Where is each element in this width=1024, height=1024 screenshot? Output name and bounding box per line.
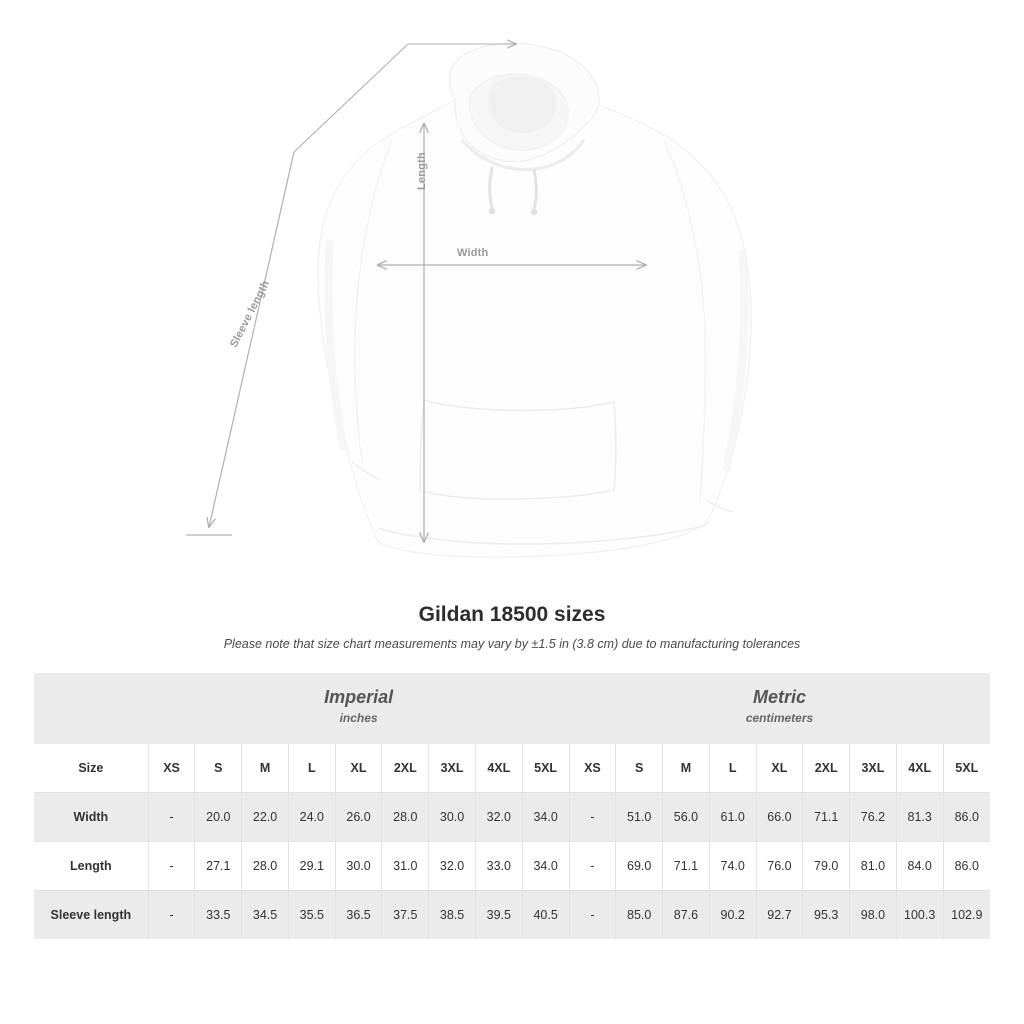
cell-length-metric-s: 69.0 bbox=[616, 841, 663, 890]
page-title: Gildan 18500 sizes bbox=[418, 603, 606, 626]
unit-sub-metric: centimeters bbox=[745, 710, 814, 725]
size-col-imperial-4xl: 4XL bbox=[475, 744, 522, 793]
size-header-cell: Size bbox=[34, 744, 148, 793]
cell-width-metric-2xl: 71.1 bbox=[803, 792, 850, 841]
size-col-metric-5xl: 5XL bbox=[943, 744, 990, 793]
cell-width-metric-m: 56.0 bbox=[663, 792, 710, 841]
size-col-imperial-xs: XS bbox=[148, 744, 195, 793]
cell-length-imperial-4xl: 33.0 bbox=[475, 841, 522, 890]
hoodie-shape bbox=[318, 43, 751, 557]
size-col-imperial-xl: XL bbox=[335, 744, 382, 793]
cell-width-imperial-4xl: 32.0 bbox=[475, 792, 522, 841]
cell-length-metric-xs: - bbox=[569, 841, 616, 890]
table-row bbox=[34, 890, 990, 939]
cell-width-imperial-xs: - bbox=[148, 792, 195, 841]
size-col-metric-xs: XS bbox=[569, 744, 616, 793]
title-block bbox=[0, 585, 1024, 651]
row-label-width: Width bbox=[34, 792, 148, 841]
size-col-metric-m: M bbox=[663, 744, 710, 793]
cell-width-imperial-xl: 26.0 bbox=[335, 792, 382, 841]
size-col-imperial-2xl: 2XL bbox=[382, 744, 429, 793]
cell-sleeve-imperial-s: 33.5 bbox=[195, 890, 242, 939]
cell-width-imperial-2xl: 28.0 bbox=[382, 792, 429, 841]
size-col-imperial-5xl: 5XL bbox=[522, 744, 569, 793]
size-table-wrap bbox=[0, 651, 1024, 939]
unit-name-metric: Metric bbox=[753, 687, 807, 707]
cell-length-metric-2xl: 79.0 bbox=[803, 841, 850, 890]
cell-sleeve-metric-4xl: 100.3 bbox=[896, 890, 943, 939]
cell-width-metric-4xl: 81.3 bbox=[896, 792, 943, 841]
cell-length-imperial-2xl: 31.0 bbox=[382, 841, 429, 890]
cell-length-imperial-l: 29.1 bbox=[288, 841, 335, 890]
cell-length-metric-4xl: 84.0 bbox=[896, 841, 943, 890]
cell-length-imperial-m: 28.0 bbox=[242, 841, 289, 890]
row-label-length: Length bbox=[34, 841, 148, 890]
cell-length-metric-xl: 76.0 bbox=[756, 841, 803, 890]
size-col-metric-s: S bbox=[616, 744, 663, 793]
cell-sleeve-imperial-xs: - bbox=[148, 890, 195, 939]
cell-length-imperial-5xl: 34.0 bbox=[522, 841, 569, 890]
cell-length-metric-l: 74.0 bbox=[709, 841, 756, 890]
size-col-metric-l: L bbox=[709, 744, 756, 793]
cell-sleeve-imperial-4xl: 39.5 bbox=[475, 890, 522, 939]
unit-name-imperial: Imperial bbox=[324, 687, 394, 707]
size-col-imperial-l: L bbox=[288, 744, 335, 793]
size-header-row bbox=[34, 744, 990, 793]
cell-width-metric-3xl: 76.2 bbox=[850, 792, 897, 841]
size-col-metric-xl: XL bbox=[756, 744, 803, 793]
unit-header-metric bbox=[569, 673, 990, 744]
unit-header-spacer bbox=[34, 673, 148, 744]
cell-length-metric-m: 71.1 bbox=[663, 841, 710, 890]
cell-width-imperial-s: 20.0 bbox=[195, 792, 242, 841]
tolerance-note: Please note that size chart measurements may vary by ±1.5 in (3.8 cm) due to manufacturing tolerances bbox=[223, 637, 801, 651]
cell-width-metric-xs: - bbox=[569, 792, 616, 841]
cell-width-imperial-l: 24.0 bbox=[288, 792, 335, 841]
cell-sleeve-imperial-2xl: 37.5 bbox=[382, 890, 429, 939]
cell-width-imperial-m: 22.0 bbox=[242, 792, 289, 841]
size-col-metric-2xl: 2XL bbox=[803, 744, 850, 793]
cell-sleeve-metric-2xl: 95.3 bbox=[803, 890, 850, 939]
cell-length-imperial-s: 27.1 bbox=[195, 841, 242, 890]
cell-length-imperial-xl: 30.0 bbox=[335, 841, 382, 890]
size-col-metric-4xl: 4XL bbox=[896, 744, 943, 793]
table-row bbox=[34, 792, 990, 841]
cell-sleeve-imperial-3xl: 38.5 bbox=[429, 890, 476, 939]
cell-sleeve-metric-s: 85.0 bbox=[616, 890, 663, 939]
size-table bbox=[34, 673, 990, 939]
cell-sleeve-metric-xl: 92.7 bbox=[756, 890, 803, 939]
cell-width-imperial-3xl: 30.0 bbox=[429, 792, 476, 841]
cell-sleeve-metric-xs: - bbox=[569, 890, 616, 939]
cell-sleeve-metric-m: 87.6 bbox=[663, 890, 710, 939]
cell-sleeve-metric-l: 90.2 bbox=[709, 890, 756, 939]
cell-width-metric-xl: 66.0 bbox=[756, 792, 803, 841]
cell-sleeve-metric-3xl: 98.0 bbox=[850, 890, 897, 939]
cell-length-imperial-3xl: 32.0 bbox=[429, 841, 476, 890]
cell-sleeve-imperial-l: 35.5 bbox=[288, 890, 335, 939]
length-label: Length bbox=[416, 152, 428, 190]
unit-header-row bbox=[34, 673, 990, 744]
table-row bbox=[34, 841, 990, 890]
cell-length-metric-5xl: 86.0 bbox=[943, 841, 990, 890]
cell-width-metric-l: 61.0 bbox=[709, 792, 756, 841]
row-label-sleeve-length: Sleeve length bbox=[34, 890, 148, 939]
cell-length-metric-3xl: 81.0 bbox=[850, 841, 897, 890]
cell-sleeve-metric-5xl: 102.9 bbox=[943, 890, 990, 939]
cell-length-imperial-xs: - bbox=[148, 841, 195, 890]
sleeve-length-label: Sleeve length bbox=[228, 278, 273, 350]
cell-width-imperial-5xl: 34.0 bbox=[522, 792, 569, 841]
size-col-metric-3xl: 3XL bbox=[850, 744, 897, 793]
cell-sleeve-imperial-m: 34.5 bbox=[242, 890, 289, 939]
unit-sub-imperial: inches bbox=[339, 710, 378, 725]
size-col-imperial-s: S bbox=[195, 744, 242, 793]
cell-width-metric-5xl: 86.0 bbox=[943, 792, 990, 841]
cell-sleeve-imperial-xl: 36.5 bbox=[335, 890, 382, 939]
size-col-imperial-3xl: 3XL bbox=[429, 744, 476, 793]
cell-sleeve-imperial-5xl: 40.5 bbox=[522, 890, 569, 939]
unit-header-imperial bbox=[148, 673, 569, 744]
size-col-imperial-m: M bbox=[242, 744, 289, 793]
cell-width-metric-s: 51.0 bbox=[616, 792, 663, 841]
width-label: Width bbox=[457, 247, 489, 259]
